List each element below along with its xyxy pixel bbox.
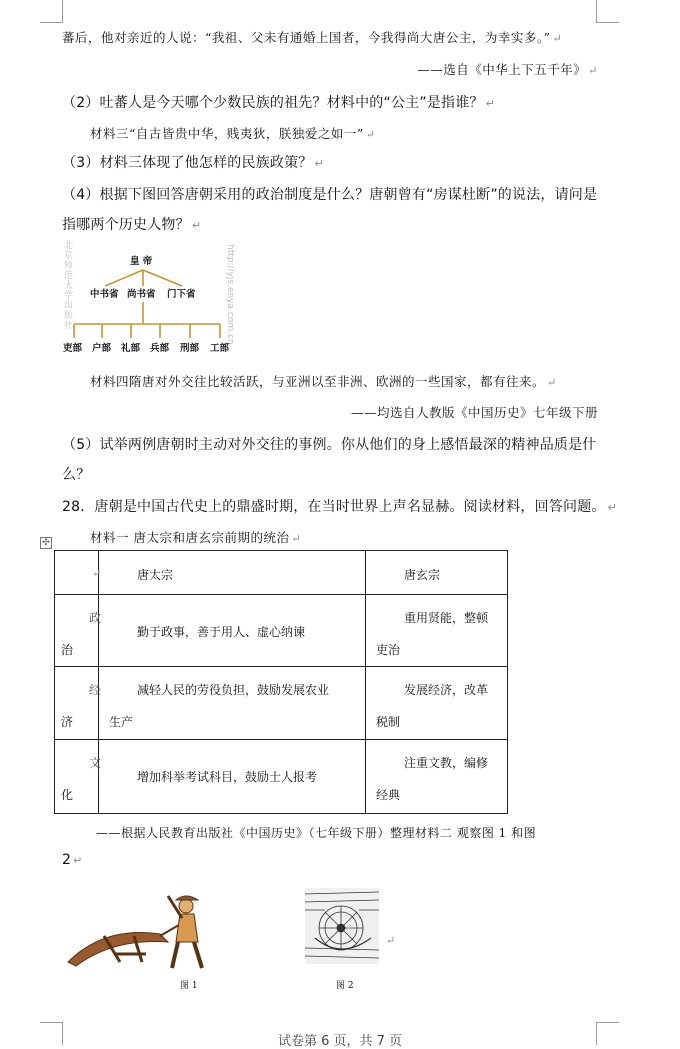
xuanzong-text: 注重文教，编修 bbox=[404, 756, 489, 770]
paragraph-mark-icon: ↵ bbox=[607, 501, 618, 514]
move-icon[interactable]: ✣ bbox=[40, 537, 52, 549]
material-3 bbox=[90, 124, 376, 142]
three-departments-six-ministries-chart bbox=[60, 238, 235, 360]
paragraph-mark-icon: ↵ bbox=[191, 219, 202, 232]
page-footer: 试卷第 6 页，共 7 页 bbox=[277, 1034, 403, 1049]
watermark-char: 范 bbox=[64, 271, 74, 281]
xuanzong-text-cont: 经典 bbox=[376, 788, 401, 802]
question-4-line-1 bbox=[62, 184, 597, 204]
url-watermark: http://yjs.enya.com.cn bbox=[225, 244, 235, 345]
publisher-watermark bbox=[64, 239, 73, 331]
question-28 bbox=[62, 496, 617, 516]
row-label-cell bbox=[55, 595, 102, 667]
plough-figure-image bbox=[64, 892, 216, 972]
watermark-char: 大 bbox=[64, 281, 74, 291]
figure-1-caption: 图 1 bbox=[180, 981, 198, 991]
water-wheel-figure-image bbox=[305, 888, 379, 964]
taizong-header: 唐太宗 bbox=[137, 568, 174, 582]
table-header-row bbox=[55, 551, 508, 595]
table-row bbox=[55, 740, 508, 814]
taizong-cell bbox=[99, 667, 366, 740]
material-4-text: 材料四隋唐对外交往比较活跃，与亚洲以至非洲、欧洲的一些国家，都有往来。 bbox=[90, 374, 546, 389]
question-2 bbox=[62, 92, 495, 112]
question-5-line-1 bbox=[62, 434, 597, 454]
bingbu-label: 兵部 bbox=[150, 343, 170, 354]
table-source bbox=[96, 824, 536, 841]
paragraph-mark-icon: ↵ bbox=[552, 32, 563, 45]
taizong-text-cont: 生产 bbox=[109, 715, 134, 729]
gongbu-label: 工部 bbox=[210, 343, 230, 354]
question-5-line-2 bbox=[62, 464, 90, 484]
xuanzong-cell bbox=[366, 740, 508, 814]
taizong-cell bbox=[99, 740, 366, 814]
watermark-char: 版 bbox=[64, 311, 74, 321]
row-label-cell bbox=[55, 740, 102, 814]
watermark-char: 京 bbox=[64, 251, 74, 261]
xuanzong-text-cont: 税制 bbox=[376, 715, 401, 729]
table-header-cell bbox=[366, 551, 508, 595]
table-corner-cell bbox=[55, 551, 102, 595]
question-4-text-cont: 指哪两个历史人物？ bbox=[62, 217, 190, 233]
zhongshu-label: 中书省 bbox=[90, 289, 119, 300]
table-source-text-cont: 2 bbox=[62, 852, 72, 868]
paragraph-mark-icon: ↵ bbox=[386, 934, 396, 947]
comparison-table bbox=[54, 550, 508, 814]
question-4-text: （4）根据下图回答唐朝采用的政治制度是什么？唐朝曾有“房谋杜断”的说法，请问是 bbox=[62, 187, 598, 203]
source-text: ——选自《中华上下五千年》 bbox=[417, 62, 587, 77]
question-5-text-cont: 么？ bbox=[62, 467, 91, 483]
row-label-top: 政 bbox=[89, 611, 102, 625]
crop-mark-top-right bbox=[596, 0, 619, 23]
taizong-text: 勤于政事，善于用人、虚心纳谏 bbox=[137, 625, 306, 639]
row-label: 化 bbox=[61, 788, 74, 802]
xingbu-label: 刑部 bbox=[180, 343, 200, 354]
material-1-text: 材料一 唐太宗和唐玄宗前期的统治 bbox=[90, 530, 290, 545]
paragraph-mark-icon: ↵ bbox=[314, 157, 324, 170]
watermark-char: 师 bbox=[64, 261, 74, 271]
row-label-top: 文 bbox=[89, 756, 102, 770]
row-label-cell bbox=[55, 667, 102, 740]
taizong-cell bbox=[99, 595, 366, 667]
taizong-text: 减轻人民的劳役负担，鼓励发展农业 bbox=[137, 683, 330, 697]
row-label: 治 bbox=[61, 643, 74, 657]
xuanzong-text: 重用贤能，整顿 bbox=[404, 611, 489, 625]
crop-mark-top-left bbox=[40, 0, 63, 23]
question-5-text: （5）试举两例唐朝时主动对外交往的事例。你从他们的身上感悟最深的精神品质是什 bbox=[62, 437, 597, 453]
figure-2-caption: 图 2 bbox=[336, 981, 354, 991]
table-source-text: ——根据人民教育出版社《中国历史》（七年级下册）整理材料二 观察图 1 和图 bbox=[96, 826, 537, 840]
menxia-label: 门下省 bbox=[167, 289, 196, 300]
xuanzong-text-cont: 吏治 bbox=[376, 643, 401, 657]
row-label-top: 经 bbox=[89, 683, 102, 697]
question-4-line-2 bbox=[62, 214, 201, 234]
paragraph-mark-icon: ↵ bbox=[547, 376, 557, 389]
quote-line bbox=[62, 28, 562, 46]
xuanzong-cell bbox=[366, 667, 508, 740]
watermark-char: 北 bbox=[64, 241, 74, 251]
material-3-text: 材料三“自古皆贵中华，贱夷狄，朕独爱之如一” bbox=[90, 126, 364, 141]
paragraph-mark-icon: ↵ bbox=[365, 128, 376, 141]
paragraph-mark-icon: ↵ bbox=[485, 97, 496, 110]
xuanzong-header: 唐玄宗 bbox=[404, 568, 441, 582]
table-row bbox=[55, 595, 508, 667]
table-source-cont bbox=[62, 852, 83, 868]
watermark-char: 社 bbox=[64, 321, 74, 331]
table-header-cell bbox=[99, 551, 366, 595]
paragraph-mark-icon: ↵ bbox=[73, 854, 83, 867]
quote-source bbox=[417, 60, 598, 78]
question-3 bbox=[62, 152, 324, 172]
question-28-text: 28．唐朝是中国古代史上的鼎盛时期，在当时世界上声名显赫。阅读材料，回答问题。 bbox=[62, 499, 606, 515]
libu-label: 吏部 bbox=[63, 343, 83, 354]
hubu-label: 户部 bbox=[92, 343, 112, 354]
shangshu-label: 尚书省 bbox=[127, 289, 156, 300]
xuanzong-cell bbox=[366, 595, 508, 667]
watermark-char: 学 bbox=[64, 291, 74, 301]
question-3-text: （3）材料三体现了他怎样的民族政策？ bbox=[62, 155, 313, 171]
material-4 bbox=[90, 372, 557, 390]
paragraph-mark-icon: ↵ bbox=[291, 532, 302, 545]
source-text: ——均选自人教版《中国历史》七年级下册 bbox=[350, 405, 598, 420]
table-row bbox=[55, 667, 508, 740]
xuanzong-text: 发展经济，改革 bbox=[404, 683, 489, 697]
paragraph-mark-icon: ↵ bbox=[588, 64, 598, 77]
quote-text: 蕃后，他对亲近的人说：“我祖、父未有通婚上国者，今我得尚大唐公主，为幸实多。” bbox=[62, 30, 551, 45]
question-2-text: （2）吐蕃人是今天哪个少数民族的祖先？材料中的“公主”是指谁？ bbox=[62, 95, 484, 111]
watermark-char: 出 bbox=[64, 301, 74, 311]
taizong-text: 增加科举考试科目，鼓励士人报考 bbox=[137, 770, 318, 784]
row-label: 济 bbox=[61, 715, 74, 729]
material-4-source bbox=[351, 403, 598, 421]
emperor-label: 皇 帝 bbox=[130, 256, 153, 267]
libu-rites-label: 礼部 bbox=[121, 343, 141, 354]
paragraph-mark-icon: ↵ bbox=[92, 567, 102, 580]
material-1-title bbox=[90, 528, 301, 546]
